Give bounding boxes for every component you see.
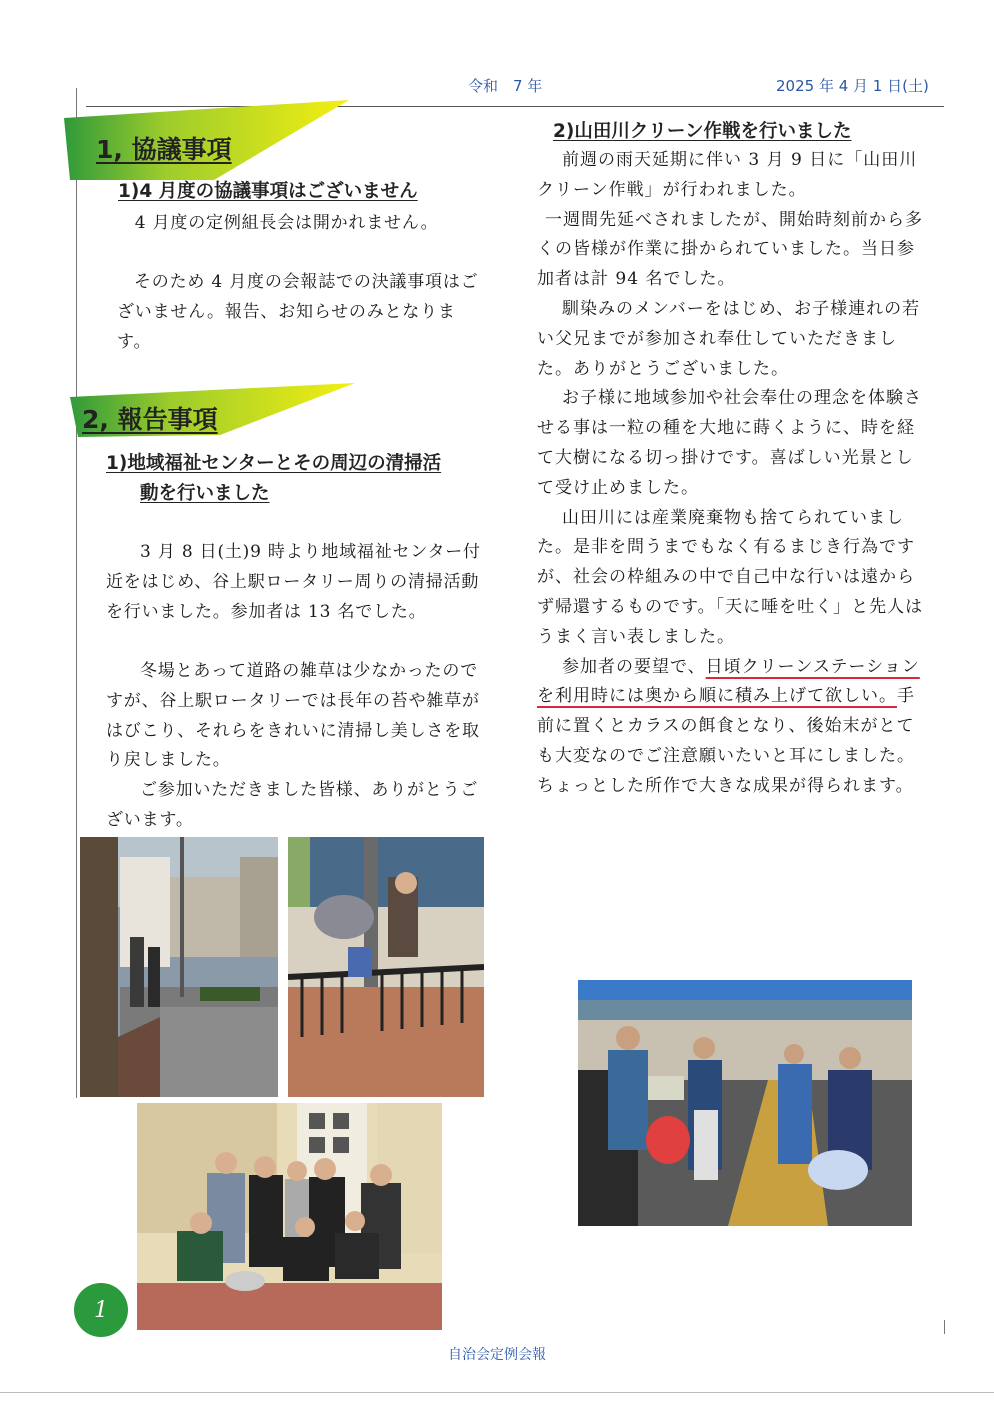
section2-heading: 2, 報告事項 <box>82 405 218 434</box>
photo-fence-cleanup <box>288 837 484 1097</box>
page-number-badge: 1 <box>74 1283 128 1337</box>
highlighted-request: 日頃クリーンステーションを利用時には奥から順に積み上げて欲しい。 <box>537 656 920 707</box>
photo-station-rotary-cleanup <box>80 837 278 1097</box>
section3-paragraph-5: 山田川には産業廃棄物も捨てられていました。是非を問うまでもなく有るまじき行為ですが、社会の枠組みの中で自己中な行いは遠からず帰還するものです。「天に唾を吐く」と先人はうまく言い表しました。 <box>537 507 924 647</box>
page-border-bottom <box>0 1392 994 1393</box>
photo-yamadagawa-cleanup <box>578 980 912 1226</box>
section2-paragraph-3: ご参加いただきました皆様、ありがとうございます。 <box>106 780 479 830</box>
section2-paragraph-1: 3 月 8 日(土)9 時より地域福祉センター付近をはじめ、谷上駅ロータリー周りの清掃活動を行いました。参加者は 13 名でした。 <box>106 542 481 622</box>
footer-publication-title: 自治会定例会報 <box>448 1347 546 1363</box>
header-era: 令和 7 年 <box>468 77 543 95</box>
section3-paragraph-2: 一週間先延べされましたが、開始時刻前から多くの皆様が作業に掛かられていました。当日参加者は計 94 名でした。 <box>537 209 923 290</box>
section2-subheading: 1)地域福祉センターとその周辺の清掃活 動を行いました <box>106 453 442 504</box>
section3-paragraph-4: お子様に地域参加や社会奉仕の理念を体験させる事は一粒の種を大地に蒔くように、時を経て大樹になる切っ掛けです。喜ばしい光景として受け止めました。 <box>537 388 922 498</box>
header-date: 2025 年 4 月 1 日(土) <box>776 77 929 95</box>
section3-paragraph-3: 馴染みのメンバーをはじめ、お子様連れの若い父兄までが参加され奉仕していただきました。ありがとうございました。 <box>537 298 921 379</box>
section3-body <box>537 146 929 802</box>
section3-subheading: 2)山田川クリーン作戦を行いました <box>553 121 852 142</box>
page-border-right <box>944 1320 945 1334</box>
section1-heading: 1, 協議事項 <box>96 135 232 164</box>
photo-participants-group <box>137 1103 442 1330</box>
section3-paragraph-1: 前週の雨天延期に伴い 3 月 9 日に「山田川クリーン作戦」が行われました。 <box>537 150 918 200</box>
section3-paragraph-6: 参加者の要望で、日頃クリーンステーションを利用時には奥から順に積み上げて欲しい。手前に置くとカラスの餌食となり、後始末がとても大変なのでご注意願いたいと耳にしました。ちょっとした所作で大きな成果が得られます。 <box>537 656 920 796</box>
section1-paragraph-1: 4 月度の定例組長会は開かれません。 <box>117 213 439 233</box>
page-border-left <box>76 88 77 1098</box>
section2-paragraph-2: 冬場とあって道路の雑草は少なかったのですが、谷上駅ロータリーでは長年の苔や雑草がはびこり、それらをきれいに清掃し美しさを取り戻しました。 <box>106 661 480 771</box>
section1-subheading: 1)4 月度の協議事項はございません <box>118 181 418 202</box>
section1-paragraph-2: そのため 4 月度の会報誌での決議事項はございません。報告、お知らせのみとなります。 <box>117 272 479 352</box>
